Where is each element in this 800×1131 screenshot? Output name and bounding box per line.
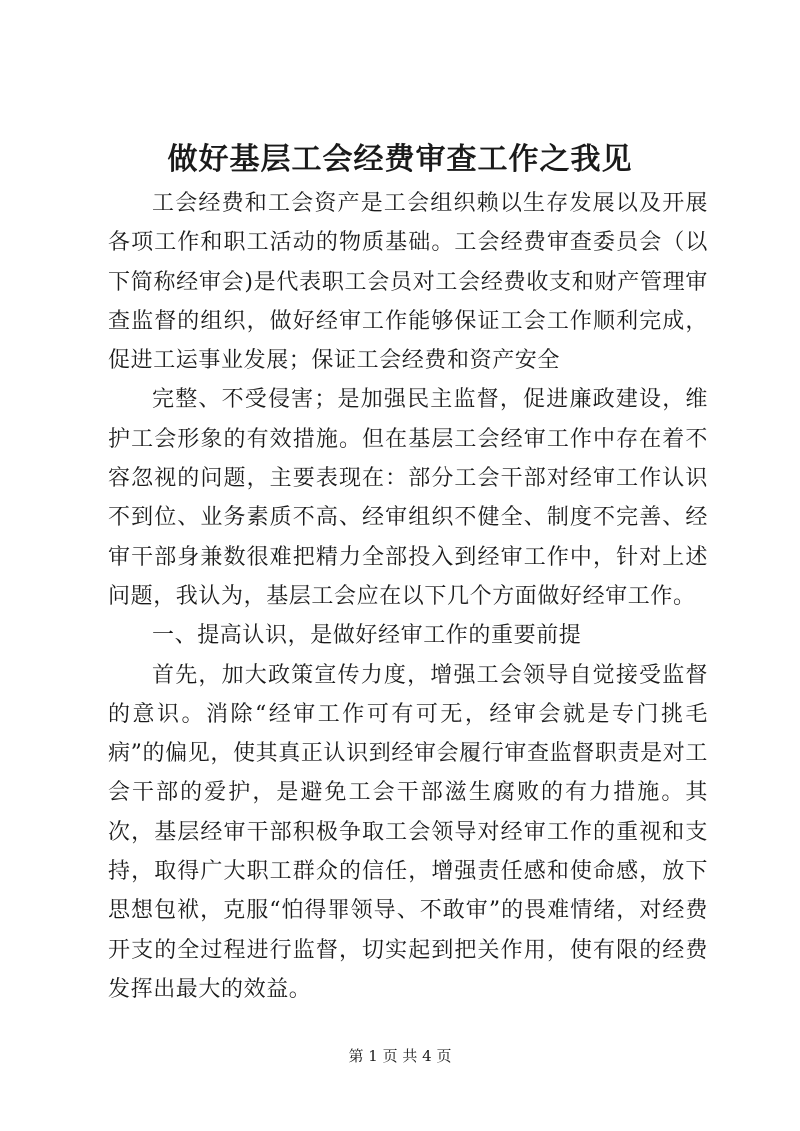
paragraph-intro: 工会经费和工会资产是工会组织赖以生存发展以及开展各项工作和职工活动的物质基础。工会经费审查委员会（以下简称经审会)是代表职工会员对工会经费收支和财产管理审查监督的组织，做好经审工作能够保证工会工作顺利完成，促进工运事业发展；保证工会经费和资产安全 bbox=[108, 191, 708, 374]
document-body bbox=[108, 184, 708, 1009]
paragraph-problems: 完整、不受侵害；是加强民主监督，促进廉政建设，维护工会形象的有效措施。但在基层工会经审工作中存在着不容忽视的问题，主要表现在：部分工会干部对经审工作认识不到位、业务素质不高、经审组织不健全、制度不完善、经审干部身兼数很难把精力全部投入到经审工作中，针对上述问题，我认为，基层工会应在以下几个方面做好经审工作。 bbox=[108, 387, 708, 609]
section-heading-1: 一、提高认识，是做好经审工作的重要前提 bbox=[152, 623, 582, 649]
page-number-footer: 第 1 页 共 4 页 bbox=[348, 1047, 452, 1065]
paragraph-section-1: 首先，加大政策宣传力度，增强工会领导自觉接受监督的意识。消除“经审工作可有可无，经审会就是专门挑毛病”的偏见，使其真正认识到经审会履行审查监督职责是对工会干部的爱护，是避免工会干部滋生腐败的有力措施。其次，基层经审干部积极争取工会领导对经审工作的重视和支持，取得广大职工群众的信任，增强责任感和使命感，放下思想包袱，克服“怕得罪领导、不敢审”的畏难情绪，对经费开支的全过程进行监督，切实起到把关作用，使有限的经费发挥出最大的效益。 bbox=[108, 662, 708, 1002]
page-title: 做好基层工会经费审查工作之我见 bbox=[167, 142, 633, 177]
